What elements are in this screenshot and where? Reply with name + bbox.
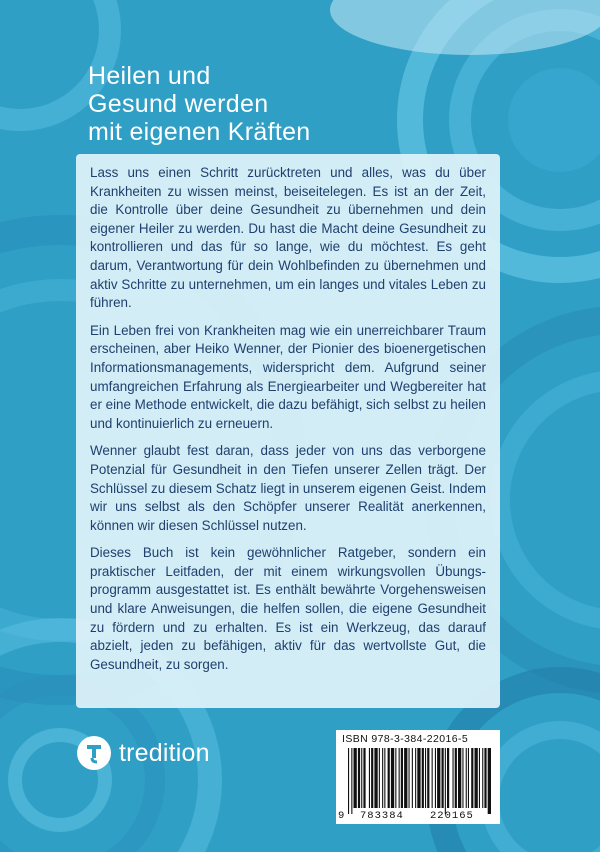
publisher-logo — [77, 733, 210, 773]
title-line-3: mit eigenen Kräften — [88, 118, 311, 146]
barcode-digits-left: 783384 — [360, 810, 404, 822]
isbn-label: ISBN 978-3-384-22016-5 — [342, 733, 469, 745]
barcode-digits-right: 220165 — [430, 810, 474, 822]
publisher-name: tredition — [119, 738, 210, 767]
blurb-paragraph-3: Wenner glaubt fest daran, dass jeder von uns das verborgene Potenzial für Gesundheit in den Tiefen unserer Zellen trägt. Der Schlüssel zu diesem Schatz liegt in unserem eigenen Geist. Indem wir uns selbst als den Schöpfer unserer Realität anerkennen, können wir diesen Schlüssel nutzen. — [90, 443, 486, 533]
blurb-paragraph-2: Ein Leben frei von Krankheiten mag wie ein unerreichbarer Traum erscheinen, aber Heiko Wenner, der Pionier des bioenergetischen Informationsmanagements, widerspricht dem. Aufgrund seiner umfangreichen Erfahrung als Energiearbeiter und Wegbereiter hat er eine Methode entwickelt, die dazu befähigt, sich selbst zu heilen und kontinuierlich zu erneuern. — [90, 322, 487, 431]
isbn-barcode — [336, 730, 500, 824]
blurb-paragraph-4: Dieses Buch ist kein gewöhnlicher Ratgeber, sondern ein praktischer Leitfaden, der mit einem wirkungsvollen Übungsprogramm ausgestattet ist. Es enthält bewährte Vorgehensweisen und klare Anweisungen, die helfen sollen, die eigene Gesundheit zu fördern und zu erhalten. Es ist ein Werkzeug, das darauf abzielt, jeden zu befähigen, aktiv für das wertvollste Gut, die Gesundheit, zu sorgen. — [90, 545, 486, 672]
title-line-1: Heilen und — [88, 62, 211, 90]
tredition-logo-icon — [77, 736, 111, 770]
barcode-digit-first: 9 — [338, 810, 346, 822]
blurb-panel — [76, 154, 500, 708]
blurb-paragraph-1: Lass uns einen Schritt zurücktreten und alles, was du über Krankheiten zu wissen meinst, beiseitelegen. Es ist an der Zeit, die Kontrolle über deine Gesundheit zu übernehmen und dein eigener Heiler zu werden. Du hast die Macht deine Gesundheit zu kontrollieren und das für so lange, wie du möchtest. Es geht darum, Verantwortung für dein Wohlbefinden zu übernehmen und aktiv Schritte zu unternehmen, um ein langes und vitales Leben zu führen. — [90, 165, 486, 311]
book-title — [88, 62, 508, 146]
title-line-2: Gesund werden — [88, 90, 269, 118]
